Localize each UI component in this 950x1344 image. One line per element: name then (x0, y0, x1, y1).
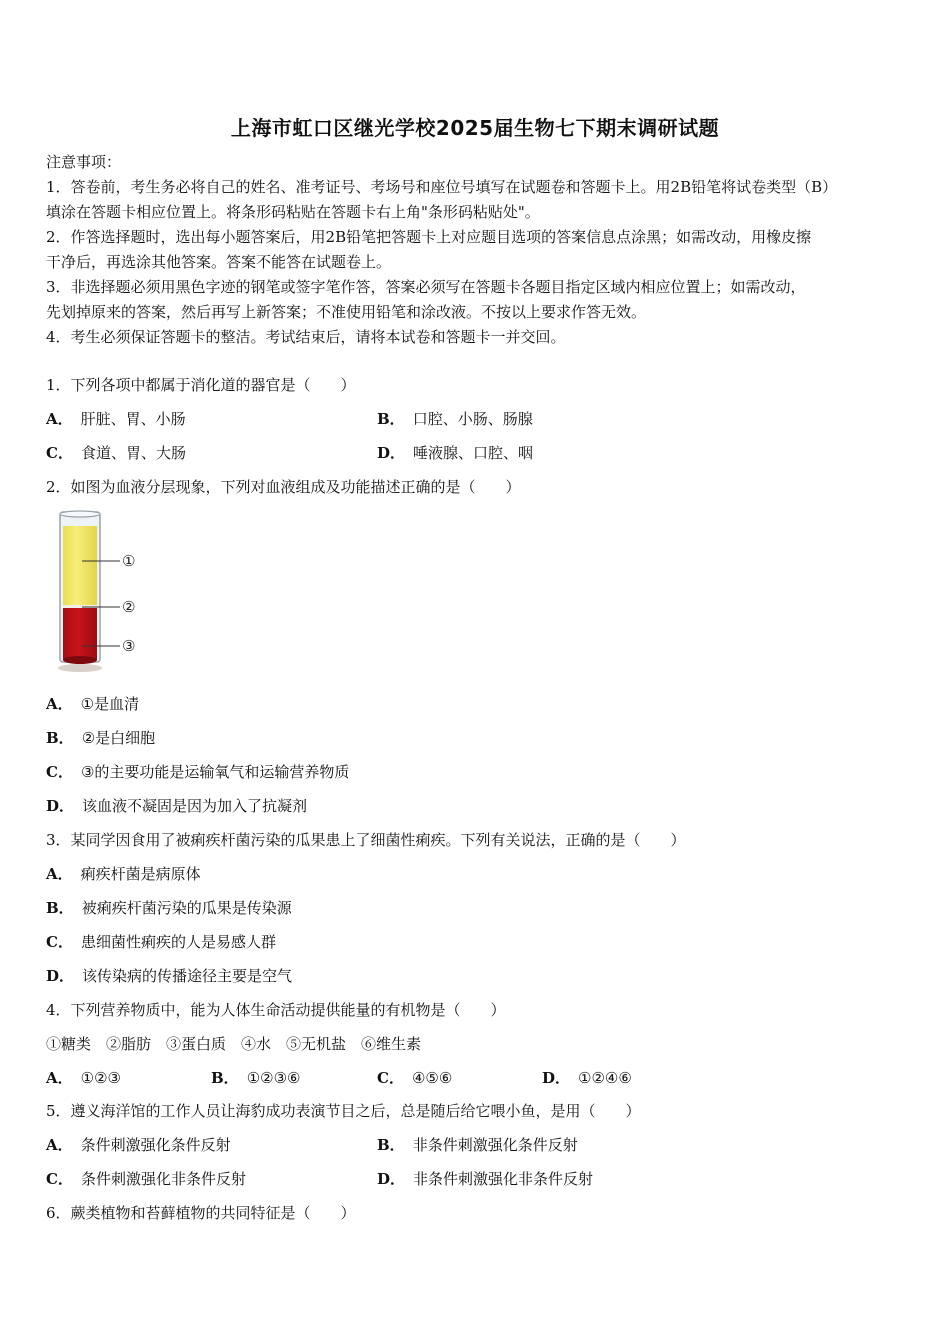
q5-option-d[interactable] (377, 1169, 593, 1189)
option-label: C． (46, 1170, 73, 1188)
q1-option-d[interactable] (377, 443, 533, 463)
q1-option-c[interactable] (46, 443, 186, 463)
question-6-stem: 6．蕨类植物和苔藓植物的共同特征是（ ） (46, 1204, 356, 1222)
plasma-layer (63, 526, 97, 606)
notice-line: 3．非选择题必须用黑色字迹的钢笔或签字笔作答，答案必须写在答题卡各题目指定区域内相应位置上；如需改动， (46, 278, 806, 296)
page-title: 上海市虹口区继光学校2025届生物七下期末调研试题 (230, 116, 720, 140)
option-label: A． (46, 695, 73, 713)
option-label: D． (377, 444, 406, 462)
option-text: 患细菌性痢疾的人是易感人群 (80, 933, 276, 951)
q3-option-d[interactable] (46, 966, 292, 986)
option-text: ③的主要功能是运输氧气和运输营养物质 (80, 763, 350, 781)
notice-line: 干净后，再选涂其他答案。答案不能答在试题卷上。 (46, 253, 392, 271)
q3-option-a[interactable] (46, 864, 201, 884)
q3-option-c[interactable] (46, 932, 276, 952)
q3-option-b[interactable] (46, 898, 292, 918)
notice-line: 填涂在答题卡相应位置上。将条形码粘贴在答题卡右上角"条形码粘贴处"。 (46, 203, 540, 221)
option-label: C． (46, 444, 73, 462)
q4-option-b[interactable] (211, 1068, 300, 1088)
option-label: C． (377, 1069, 404, 1087)
option-label: C． (46, 763, 73, 781)
question-5-stem: 5．遵义海洋馆的工作人员让海豹成功表演节目之后，总是随后给它喂小鱼，是用（ ） (46, 1102, 641, 1120)
question-4-items: ①糖类 ②脂肪 ③蛋白质 ④水 ⑤无机盐 ⑥维生素 (46, 1035, 422, 1053)
option-text: 条件刺激强化非条件反射 (80, 1170, 246, 1188)
option-label: B． (46, 729, 74, 747)
option-label: D． (46, 967, 75, 985)
option-text: 肝脏、胃、小肠 (80, 410, 186, 428)
question-1-stem: 1．下列各项中都属于消化道的器官是（ ） (46, 376, 356, 394)
question-2-stem: 2．如图为血液分层现象，下列对血液组成及功能描述正确的是（ ） (46, 478, 521, 496)
q1-option-a[interactable] (46, 409, 186, 429)
tube-shadow (58, 664, 102, 672)
notice-line: 2．作答选择题时，选出每小题答案后，用2B铅笔把答题卡上对应题目选项的答案信息点涂黑；如需改动，用橡皮擦 (46, 228, 812, 246)
q2-option-a[interactable] (46, 694, 139, 714)
q4-option-a[interactable] (46, 1068, 121, 1088)
option-label: B． (377, 1136, 405, 1154)
q2-option-b[interactable] (46, 728, 155, 748)
notice-line: 4．考生必须保证答题卡的整洁。考试结束后，请将本试卷和答题卡一并交回。 (46, 328, 566, 346)
option-label: A． (46, 1136, 73, 1154)
q5-option-c[interactable] (46, 1169, 246, 1189)
q4-option-c[interactable] (377, 1068, 452, 1088)
option-label: D． (542, 1069, 571, 1087)
tube-bottom (63, 656, 97, 664)
option-text: 被痢疾杆菌污染的瓜果是传染源 (81, 899, 292, 917)
notice-line: 先划掉原来的答案，然后再写上新答案；不准使用铅笔和涂改液。不按以上要求作答无效。 (46, 303, 647, 321)
tube-rim (60, 511, 100, 517)
option-text: ①②③ (80, 1069, 121, 1087)
q4-option-d[interactable] (542, 1068, 632, 1088)
option-label: B． (46, 899, 74, 917)
option-text: ④⑤⑥ (411, 1069, 453, 1087)
option-label: A． (46, 410, 73, 428)
option-text: 食道、胃、大肠 (80, 444, 186, 462)
option-label: B． (211, 1069, 239, 1087)
notice-line: 1．答卷前，考生务必将自己的姓名、准考证号、考场号和座位号填写在试题卷和答题卡上。用2B铅笔将试卷类型（B） (46, 178, 838, 196)
option-text: ①是血清 (80, 695, 140, 713)
option-text: ②是白细胞 (81, 729, 156, 747)
figure-label-2: ② (122, 598, 136, 616)
figure-label-1: ① (122, 552, 136, 570)
notice-heading: 注意事项： (46, 153, 122, 171)
figure-label-3: ③ (122, 637, 136, 655)
q5-option-a[interactable] (46, 1135, 231, 1155)
option-text: 口腔、小肠、肠腺 (412, 410, 533, 428)
option-text: 非条件刺激强化条件反射 (412, 1136, 578, 1154)
option-label: B． (377, 410, 405, 428)
option-text: 该传染病的传播途径主要是空气 (82, 967, 293, 985)
option-label: D． (46, 797, 75, 815)
option-label: C． (46, 933, 73, 951)
q2-option-c[interactable] (46, 762, 349, 782)
option-text: 痢疾杆菌是病原体 (80, 865, 201, 883)
option-text: 条件刺激强化条件反射 (80, 1136, 231, 1154)
q1-option-b[interactable] (377, 409, 533, 429)
option-text: ①②④⑥ (578, 1069, 632, 1087)
option-label: D． (377, 1170, 406, 1188)
question-3-stem: 3．某同学因食用了被痢疾杆菌污染的瓜果患上了细菌性痢疾。下列有关说法，正确的是（ ） (46, 831, 686, 849)
option-label: A． (46, 1069, 73, 1087)
blood-tube-figure (50, 508, 160, 678)
option-text: 唾液腺、口腔、咽 (413, 444, 534, 462)
option-text: 该血液不凝固是因为加入了抗凝剂 (82, 797, 308, 815)
option-text: ①②③⑥ (246, 1069, 301, 1087)
option-label: A． (46, 865, 73, 883)
red-cell-layer (63, 608, 97, 660)
question-4-stem: 4．下列营养物质中，能为人体生命活动提供能量的有机物是（ ） (46, 1001, 506, 1019)
q2-option-d[interactable] (46, 796, 307, 816)
q5-option-b[interactable] (377, 1135, 578, 1155)
option-text: 非条件刺激强化非条件反射 (413, 1170, 594, 1188)
